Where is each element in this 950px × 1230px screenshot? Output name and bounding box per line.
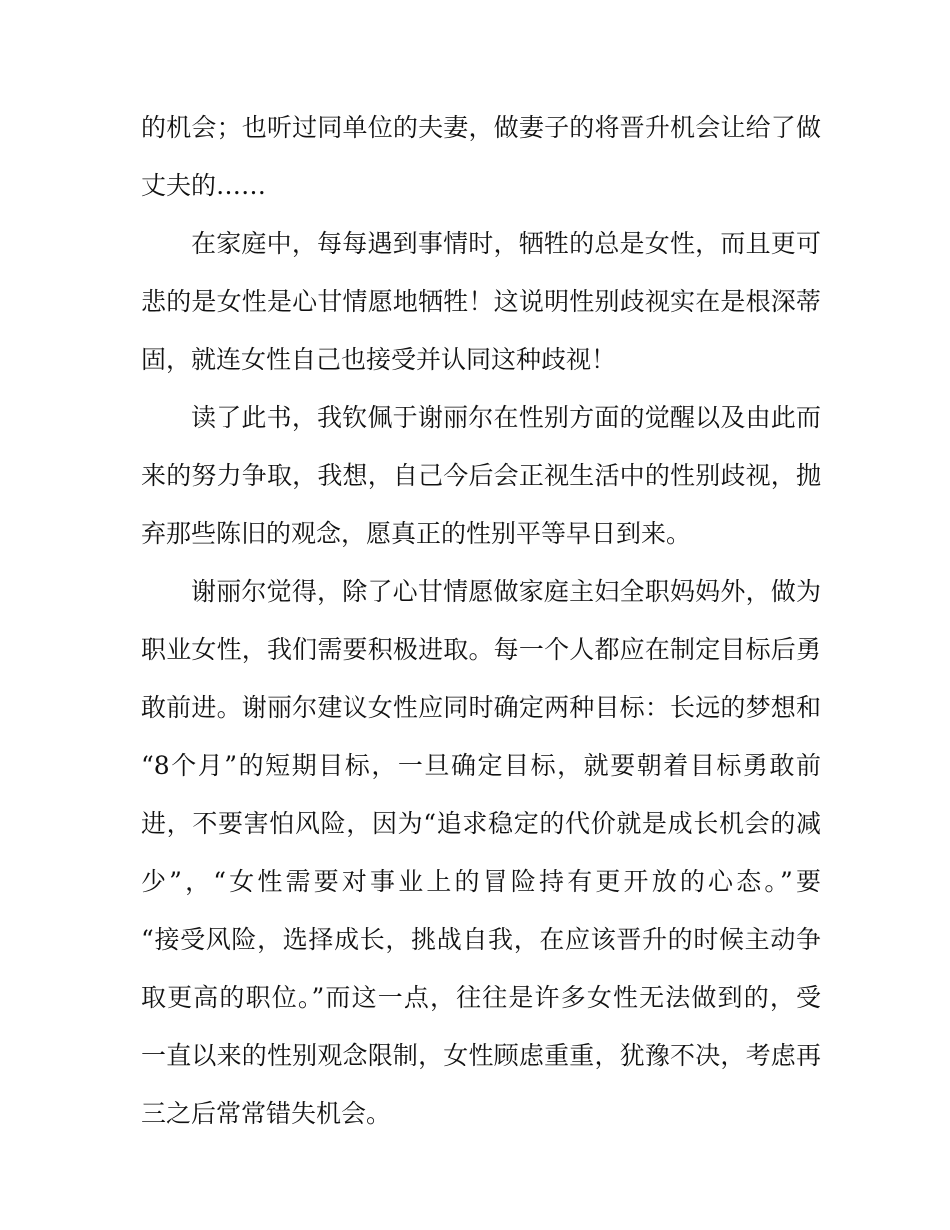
- text-line: 职业女性，我们需要积极进取。每一个人都应在制定目标后勇: [141, 635, 821, 664]
- text-line: 丈夫的……: [141, 171, 267, 200]
- text-line: 进，不要害怕风险，因为“追求稳定的代价就是成长机会的减: [141, 809, 821, 838]
- text-line: 一直以来的性别观念限制，女性顾虑重重，犹豫不决，考虑再: [141, 1041, 821, 1070]
- text-line: “接受风险，选择成长，挑战自我，在应该晋升的时候主动争: [141, 925, 821, 954]
- text-line: 来的努力争取，我想，自己今后会正视生活中的性别歧视，抛: [141, 461, 821, 490]
- text-line: 的机会；也听过同单位的夫妻，做妻子的将晋升机会让给了做: [141, 113, 821, 142]
- text-line: 弃那些陈旧的观念，愿真正的性别平等早日到来。: [141, 519, 692, 548]
- text-line: 悲的是女性是心甘情愿地牺牲！这说明性别歧视实在是根深蒂: [141, 287, 821, 316]
- text-line: 三之后常常错失机会。: [141, 1099, 392, 1128]
- paragraph-start-line: 读了此书，我钦佩于谢丽尔在性别方面的觉醒以及由此而: [191, 403, 821, 432]
- text-line: 少”，“女性需要对事业上的冒险持有更开放的心态。”要: [141, 867, 821, 896]
- paragraph-start-line: 在家庭中，每每遇到事情时，牺牲的总是女性，而且更可: [191, 229, 821, 258]
- text-line: 取更高的职位。”而这一点，往往是许多女性无法做到的，受: [141, 983, 821, 1012]
- paragraph-start-line: 谢丽尔觉得，除了心甘情愿做家庭主妇全职妈妈外，做为: [191, 577, 821, 606]
- text-line: “8个月”的短期目标，一旦确定目标，就要朝着目标勇敢前: [141, 751, 821, 780]
- text-line: 固，就连女性自己也接受并认同这种歧视！: [141, 345, 617, 374]
- text-line: 敢前进。谢丽尔建议女性应同时确定两种目标：长远的梦想和: [141, 693, 821, 722]
